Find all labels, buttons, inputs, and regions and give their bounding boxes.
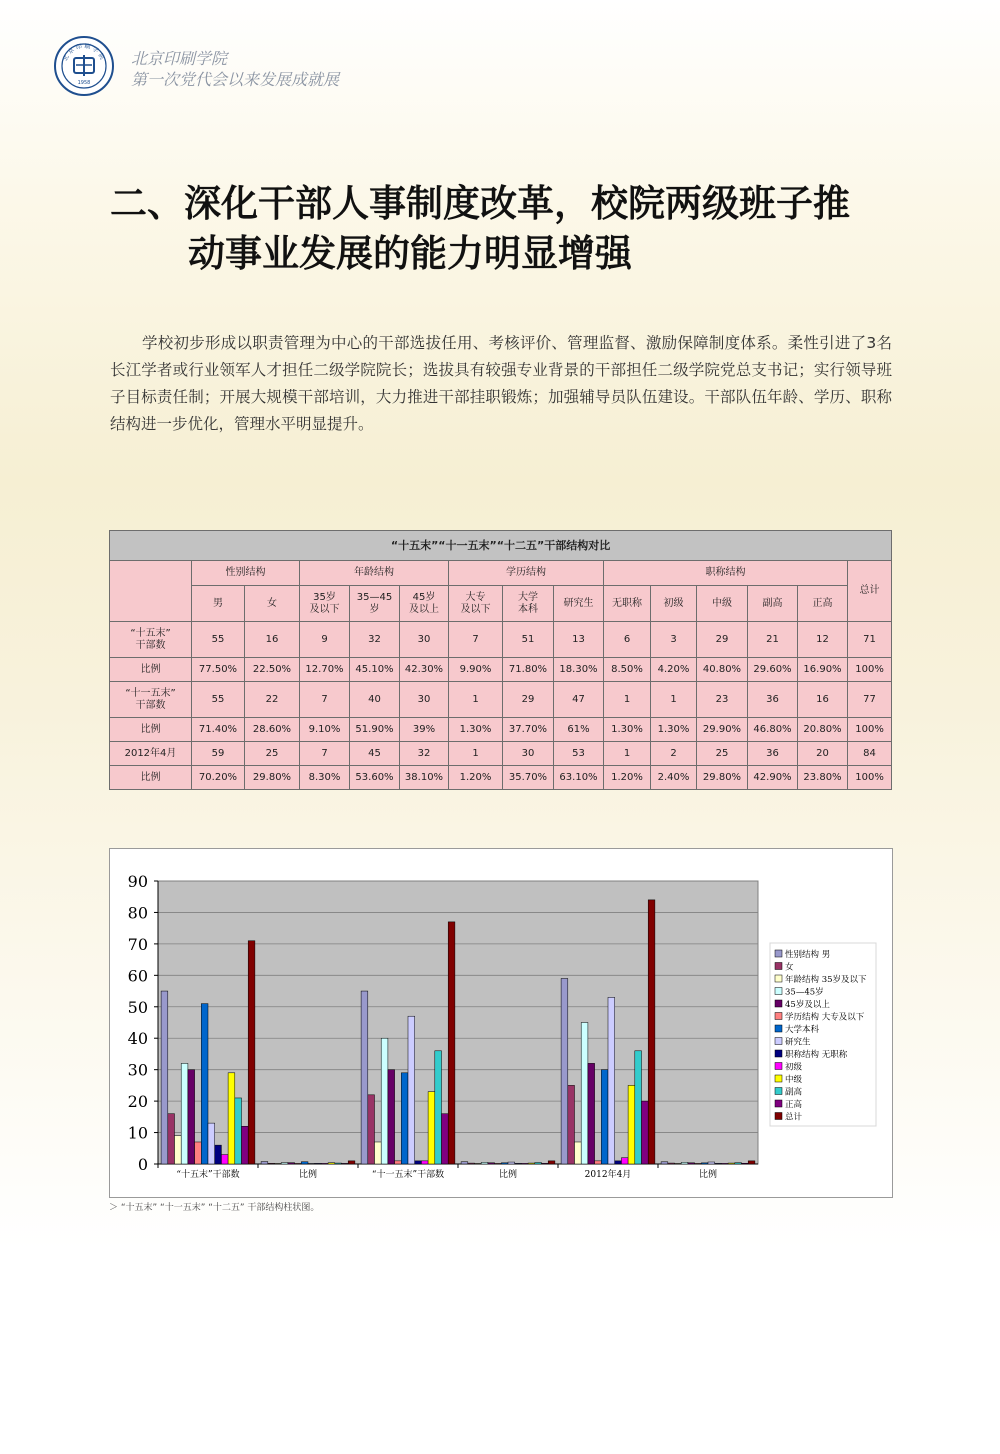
table-cell: 71.40% <box>192 718 245 742</box>
bar <box>742 1163 749 1164</box>
table-cell: 25 <box>697 742 748 766</box>
legend-label: 研究生 <box>785 1037 811 1048</box>
table-cell: 51.90% <box>350 718 400 742</box>
table-cell: 63.10% <box>554 766 604 790</box>
bar <box>188 1070 195 1164</box>
table-cell: 13 <box>554 622 604 658</box>
table-cell: 77.50% <box>192 658 245 682</box>
bar <box>601 1070 608 1164</box>
bar <box>435 1051 442 1164</box>
column-header: 45岁 及以上 <box>400 586 449 622</box>
table-cell: 77 <box>848 682 892 718</box>
table-cell: 40 <box>350 682 400 718</box>
bar <box>461 1162 468 1164</box>
bar <box>161 991 168 1164</box>
table-cell: 46.80% <box>748 718 798 742</box>
y-tick-label: 80 <box>127 903 148 923</box>
table-cell: 53.60% <box>350 766 400 790</box>
bar <box>428 1092 435 1164</box>
table-cell: 9 <box>300 622 350 658</box>
table-cell: 22.50% <box>245 658 300 682</box>
bar <box>388 1070 395 1164</box>
row-label: 比例 <box>110 658 192 682</box>
table-cell: 9.90% <box>449 658 503 682</box>
x-tick-label: 比例 <box>498 1170 518 1180</box>
section-title-line2: 动事业发展的能力明显增强 <box>188 231 632 275</box>
bar <box>348 1161 355 1164</box>
column-header: 中级 <box>697 586 748 622</box>
y-tick-label: 40 <box>127 1029 148 1049</box>
legend-label: 性别结构 男 <box>785 950 831 960</box>
legend-label: 副高 <box>785 1087 803 1098</box>
table-cell: 16 <box>245 622 300 658</box>
column-header: 大学 本科 <box>503 586 554 622</box>
bar <box>581 1023 588 1165</box>
row-label: “十一五末” 干部数 <box>110 682 192 718</box>
table-cell: 30 <box>400 682 449 718</box>
legend-label: 职称结构 无职称 <box>785 1050 848 1060</box>
legend-swatch <box>775 1100 782 1107</box>
bar <box>401 1073 408 1164</box>
table-cell: 8.30% <box>300 766 350 790</box>
svg-text:1958: 1958 <box>77 80 91 86</box>
table-cell: 4.20% <box>651 658 697 682</box>
table-cell: 1 <box>449 742 503 766</box>
legend-swatch <box>775 1000 782 1007</box>
legend-swatch <box>775 963 782 970</box>
group-header-age: 年龄结构 <box>300 561 449 586</box>
table-cell: 21 <box>748 622 798 658</box>
svg-text:北 京 印 刷 学 院: 北 京 印 刷 学 院 <box>61 42 106 63</box>
row-label: 比例 <box>110 766 192 790</box>
bar <box>615 1161 622 1164</box>
bar-chart <box>110 849 892 1197</box>
section-paragraph: 学校初步形成以职责管理为中心的干部选拔任用、考核评价、管理监督、激励保障制度体系。柔性引进了3名长江学者或行业领军人才担任二级学院院长；选拔具有较强专业背景的干部担任二级学院党总支书记；实行领导班子目标责任制；开展大规模干部培训，大力推进干部挂职锻炼；加强辅导员队伍建设。干部队伍年龄、学历、职称结构进一步优化，管理水平明显提升。 <box>110 334 892 433</box>
bar <box>228 1073 235 1164</box>
legend-swatch <box>775 1063 782 1070</box>
x-tick-label: 比例 <box>298 1170 318 1180</box>
table-cell: 16.90% <box>798 658 848 682</box>
bar <box>242 1126 249 1164</box>
group-header-education: 学历结构 <box>449 561 604 586</box>
table-cell: 23.80% <box>798 766 848 790</box>
table-cell: 22 <box>245 682 300 718</box>
column-header: 研究生 <box>554 586 604 622</box>
bar <box>268 1163 275 1164</box>
bar <box>642 1101 649 1164</box>
table-cell: 29 <box>503 682 554 718</box>
column-header: 正高 <box>798 586 848 622</box>
column-header: 35岁 及以下 <box>300 586 350 622</box>
bar <box>728 1163 735 1164</box>
table-cell: 1.30% <box>651 718 697 742</box>
bar <box>688 1163 695 1164</box>
table-cell: 70.20% <box>192 766 245 790</box>
bar <box>368 1095 375 1164</box>
bar <box>681 1162 688 1164</box>
bar <box>275 1163 282 1164</box>
bar <box>528 1163 535 1164</box>
table-cell: 12 <box>798 622 848 658</box>
bar <box>288 1163 295 1164</box>
bar <box>321 1163 328 1164</box>
bar <box>542 1163 549 1164</box>
legend-label: 女 <box>785 962 794 973</box>
column-header: 女 <box>245 586 300 622</box>
table-cell: 23 <box>697 682 748 718</box>
bar <box>481 1162 488 1164</box>
bar <box>315 1163 322 1164</box>
bar <box>515 1163 522 1164</box>
x-tick-label: 比例 <box>698 1170 718 1180</box>
bar <box>181 1063 188 1164</box>
y-tick-label: 0 <box>137 1155 148 1174</box>
y-tick-label: 90 <box>127 872 148 891</box>
table-cell: 42.90% <box>748 766 798 790</box>
bar <box>408 1016 415 1164</box>
table-cell: 30 <box>503 742 554 766</box>
legend-swatch <box>775 1113 782 1120</box>
bar <box>235 1098 242 1164</box>
cadre-structure-chart <box>109 848 893 1198</box>
y-tick-label: 30 <box>127 1060 148 1080</box>
bar <box>208 1123 215 1164</box>
bar <box>608 997 615 1164</box>
column-header: 无职称 <box>604 586 651 622</box>
bar <box>342 1163 349 1164</box>
bar <box>375 1142 382 1164</box>
legend-label: 45岁及以上 <box>785 1000 830 1010</box>
table-row <box>110 742 892 766</box>
table-cell: 12.70% <box>300 658 350 682</box>
table-cell: 2 <box>651 742 697 766</box>
table-cell: 3 <box>651 622 697 658</box>
bar <box>301 1162 308 1164</box>
table-cell: 1.30% <box>449 718 503 742</box>
table-cell: 6 <box>604 622 651 658</box>
table-cell: 29.80% <box>697 766 748 790</box>
bar <box>735 1163 742 1164</box>
bar <box>475 1163 482 1164</box>
x-tick-label: “十五末”干部数 <box>176 1170 240 1180</box>
legend-label: 正高 <box>785 1100 803 1110</box>
bar <box>575 1142 582 1164</box>
legend-swatch <box>775 988 782 995</box>
table-cell: 35.70% <box>503 766 554 790</box>
table-cell: 7 <box>300 742 350 766</box>
table-cell: 16 <box>798 682 848 718</box>
table-cell: 7 <box>300 682 350 718</box>
bar <box>748 1161 755 1164</box>
table-cell: 1 <box>651 682 697 718</box>
bar <box>381 1038 388 1164</box>
table-cell: 32 <box>400 742 449 766</box>
bar <box>488 1163 495 1164</box>
section-title-line1: 二、深化干部人事制度改革，校院两级班子推 <box>110 181 850 225</box>
legend-swatch <box>775 950 782 957</box>
legend-swatch <box>775 1075 782 1082</box>
section-title <box>110 178 910 278</box>
y-tick-label: 70 <box>127 934 148 954</box>
table-cell: 36 <box>748 742 798 766</box>
table-cell: 100% <box>848 718 892 742</box>
bar <box>635 1051 642 1164</box>
column-header: 35—45 岁 <box>350 586 400 622</box>
table-cell: 20 <box>798 742 848 766</box>
bar <box>521 1163 528 1164</box>
table-cell: 29.60% <box>748 658 798 682</box>
table-cell: 45.10% <box>350 658 400 682</box>
table-cell: 8.50% <box>604 658 651 682</box>
figure-caption: ＞ “十五末” “十一五末” “十二五” 干部结构柱状图。 <box>109 1203 320 1213</box>
legend-label: 学历结构 大专及以下 <box>785 1012 865 1023</box>
bar <box>195 1142 202 1164</box>
table-cell: 71 <box>848 622 892 658</box>
table-cell: 55 <box>192 622 245 658</box>
y-tick-label: 10 <box>127 1123 148 1143</box>
table-cell: 51 <box>503 622 554 658</box>
bar <box>421 1161 428 1164</box>
bar <box>215 1145 222 1164</box>
column-header: 男 <box>192 586 245 622</box>
table-cell: 59 <box>192 742 245 766</box>
column-header: 大专 及以下 <box>449 586 503 622</box>
table-cell: 55 <box>192 682 245 718</box>
bar <box>561 978 568 1164</box>
bar <box>308 1163 315 1164</box>
table-cell: 38.10% <box>400 766 449 790</box>
x-tick-label: 2012年4月 <box>584 1170 632 1180</box>
bar <box>328 1163 335 1164</box>
table-cell: 45 <box>350 742 400 766</box>
bar <box>501 1163 508 1164</box>
bar <box>535 1163 542 1164</box>
bar <box>708 1162 715 1164</box>
table-cell: 32 <box>350 622 400 658</box>
table-cell: 2.40% <box>651 766 697 790</box>
table-cell: 7 <box>449 622 503 658</box>
bar <box>548 1161 555 1164</box>
bar <box>175 1136 182 1164</box>
bar <box>715 1163 722 1164</box>
table-cell: 71.80% <box>503 658 554 682</box>
row-label: 比例 <box>110 718 192 742</box>
table-row <box>110 766 892 790</box>
group-header-total: 总计 <box>848 561 892 622</box>
bar <box>281 1163 288 1164</box>
bar <box>448 922 455 1164</box>
table-cell: 25 <box>245 742 300 766</box>
column-header: 初级 <box>651 586 697 622</box>
table-row <box>110 622 892 658</box>
table-cell: 28.60% <box>245 718 300 742</box>
x-tick-label: “十一五末”干部数 <box>371 1170 445 1180</box>
bar <box>395 1161 402 1164</box>
row-label: “十五末” 干部数 <box>110 622 192 658</box>
legend-label: 初级 <box>785 1062 803 1073</box>
legend-swatch <box>775 1038 782 1045</box>
table-cell: 9.10% <box>300 718 350 742</box>
legend-label: 中级 <box>785 1075 803 1085</box>
bar <box>621 1158 628 1164</box>
y-tick-label: 50 <box>127 997 148 1017</box>
table-cell: 1.30% <box>604 718 651 742</box>
table-cell: 37.70% <box>503 718 554 742</box>
table-caption: “十五末”“十一五末”“十二五”干部结构对比 <box>110 531 892 561</box>
y-tick-label: 60 <box>127 966 148 986</box>
bar <box>261 1162 268 1164</box>
bar <box>201 1004 208 1164</box>
table-cell: 61% <box>554 718 604 742</box>
table-row <box>110 658 892 682</box>
table-cell: 53 <box>554 742 604 766</box>
legend-swatch <box>775 975 782 982</box>
header-school-name: 北京印刷学院 <box>131 49 228 68</box>
school-seal-icon <box>54 36 114 96</box>
legend-label: 35—45岁 <box>785 987 824 998</box>
bar <box>415 1161 422 1164</box>
bar <box>648 900 655 1164</box>
legend-swatch <box>775 1088 782 1095</box>
table-cell: 39% <box>400 718 449 742</box>
table-cell: 1.20% <box>449 766 503 790</box>
bar <box>495 1163 502 1164</box>
bar <box>508 1162 515 1164</box>
group-header-gender: 性别结构 <box>192 561 300 586</box>
bar <box>721 1163 728 1164</box>
table-cell: 29.90% <box>697 718 748 742</box>
table-cell: 84 <box>848 742 892 766</box>
table-cell: 40.80% <box>697 658 748 682</box>
table-cell: 100% <box>848 766 892 790</box>
table-cell: 20.80% <box>798 718 848 742</box>
bar <box>668 1163 675 1164</box>
bar <box>361 991 368 1164</box>
table-cell: 1 <box>604 682 651 718</box>
bar <box>595 1161 602 1164</box>
table-corner-cell <box>110 561 192 622</box>
bar <box>695 1163 702 1164</box>
table-cell: 1.20% <box>604 766 651 790</box>
table-cell: 100% <box>848 658 892 682</box>
bar <box>221 1155 228 1164</box>
bar <box>701 1163 708 1164</box>
header-subtitle: 第一次党代会以来发展成就展 <box>131 70 340 89</box>
table-cell: 47 <box>554 682 604 718</box>
column-header: 副高 <box>748 586 798 622</box>
group-header-title: 职称结构 <box>604 561 848 586</box>
legend-swatch <box>775 1013 782 1020</box>
bar <box>675 1163 682 1164</box>
table-cell: 29 <box>697 622 748 658</box>
bar <box>335 1163 342 1164</box>
y-tick-label: 20 <box>127 1092 148 1112</box>
bar <box>588 1063 595 1164</box>
table-cell: 29.80% <box>245 766 300 790</box>
bar <box>442 1114 449 1164</box>
bar <box>248 941 255 1164</box>
legend-label: 大学本科 <box>785 1025 820 1035</box>
table-cell: 42.30% <box>400 658 449 682</box>
bar <box>628 1085 635 1164</box>
bar <box>468 1163 475 1164</box>
cadre-structure-table <box>109 530 892 790</box>
table-cell: 1 <box>449 682 503 718</box>
legend-label: 总计 <box>785 1112 803 1123</box>
table-cell: 30 <box>400 622 449 658</box>
table-row <box>110 682 892 718</box>
bar <box>661 1162 668 1164</box>
bar <box>568 1085 575 1164</box>
legend-label: 年龄结构 35岁及以下 <box>785 975 867 985</box>
legend-swatch <box>775 1025 782 1032</box>
legend-swatch <box>775 1050 782 1057</box>
table-row <box>110 718 892 742</box>
row-label: 2012年4月 <box>110 742 192 766</box>
bar <box>295 1163 302 1164</box>
table-cell: 36 <box>748 682 798 718</box>
table-cell: 18.30% <box>554 658 604 682</box>
bar <box>168 1114 175 1164</box>
table-cell: 1 <box>604 742 651 766</box>
